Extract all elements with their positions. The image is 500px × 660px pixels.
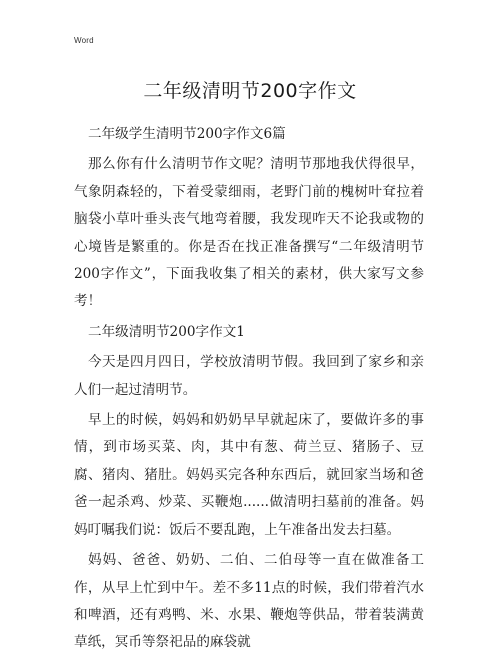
- document-subtitle: 二年级学生清明节200字作文6篇: [88, 126, 286, 142]
- body-paragraph-1: 今天是四月四日，学校放清明节假。我回到了家乡和亲人们一起过清明节。: [74, 354, 424, 398]
- document-body: [74, 121, 424, 660]
- intro-paragraph: 那么你有什么清明节作文呢？清明节那地我伏得很早，气象阴森轻的，下着受蒙细雨，老野门前的槐树叶耷拉着脑袋小草叶垂头丧气地弯着腰，我发现咋天不论我或物的心境皆是繁重的。你是否在找正准备撰写“二年级清明节200字作文”，下面我收集了相关的素材，供大家写文参考！: [74, 156, 424, 310]
- section-heading: 二年级清明节200字作文1: [88, 323, 245, 340]
- body-paragraph-3: 妈妈、爸爸、奶奶、二伯、二伯母等一直在做准备工作，从早上忙到中午。差不多11点的时候，我们带着汽水和啤酒，还有鸡鸭、米、水果、鞭炮等供品，带着装满黄草纸，冥币等祭祀品的麻袋就: [74, 552, 424, 651]
- app-header-label: Word: [74, 36, 94, 45]
- document-title: 二年级清明节200字作文: [143, 80, 357, 102]
- body-paragraph-2: 早上的时候，妈妈和奶奶早早就起床了，要做许多的事情，到市场买菜、肉，其中有葱、荷兰豆、猪肠子、豆腐、猪肉、猪肚。妈妈买完各种东西后，就回家当场和爸爸一起杀鸡、炒菜、买鞭炮......做清明扫墓前的准备。妈妈叮嘱我们说：饭后不要乱跑，上午准备出发去扫墓。: [74, 412, 424, 538]
